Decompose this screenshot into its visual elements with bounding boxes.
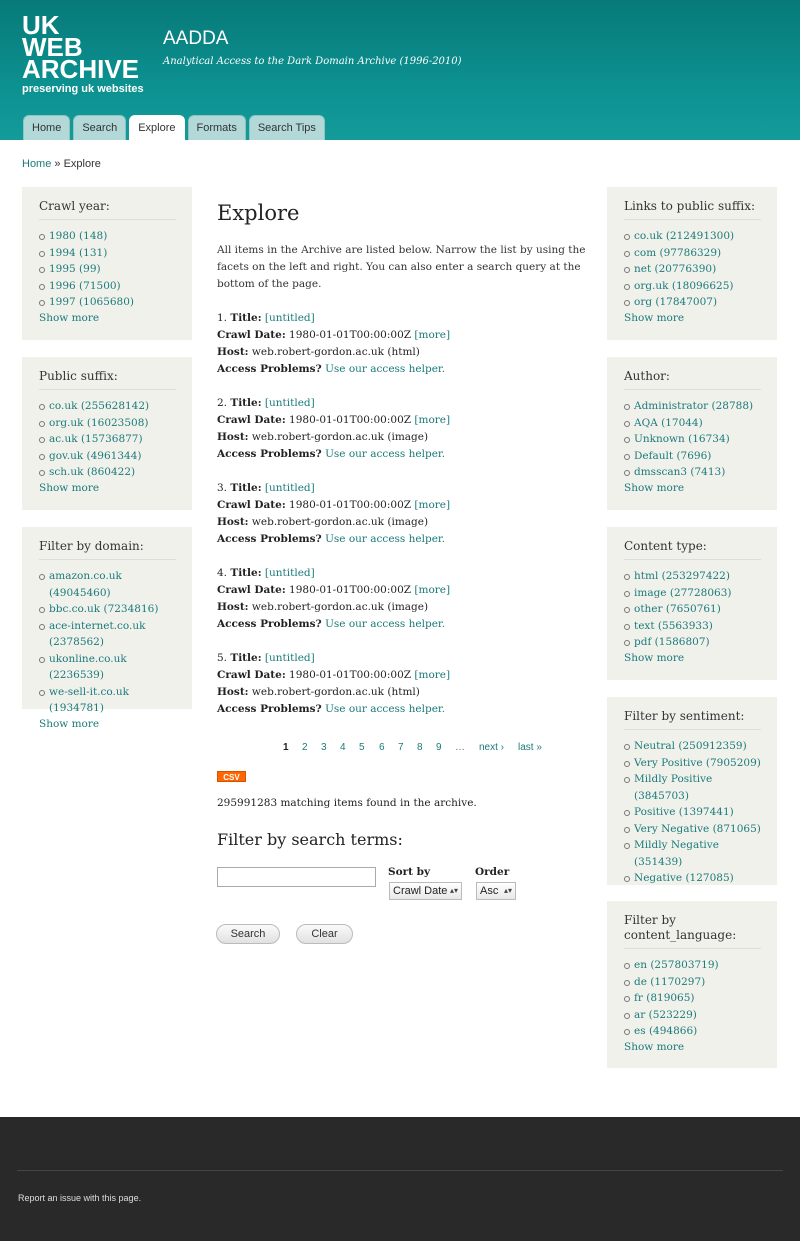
- title-label: Title:: [230, 652, 262, 664]
- access-problems-label: Access Problems?: [217, 363, 322, 375]
- access-helper-link[interactable]: Use our access helper.: [325, 363, 446, 375]
- host-value: web.robert-gordon.ac.uk (html): [251, 686, 420, 698]
- facet-link[interactable]: co.uk (212491300): [634, 230, 735, 242]
- facet-item: [624, 415, 761, 432]
- facet-item: [624, 585, 761, 602]
- facet-title: Filter by content_language:: [624, 913, 761, 949]
- facet-title: Author:: [624, 369, 761, 390]
- facet-link[interactable]: en (257803719): [634, 959, 719, 971]
- host-label: Host:: [217, 516, 249, 528]
- facet-item: [39, 415, 176, 432]
- result-date-line: [217, 412, 592, 429]
- result-date-line: [217, 667, 592, 684]
- site-header: [0, 0, 800, 140]
- pager-last[interactable]: last »: [518, 742, 542, 753]
- facet-item: [39, 684, 176, 717]
- logo-line-2: WEB: [22, 32, 83, 62]
- facet-item: [624, 464, 761, 481]
- title-label: Title:: [230, 482, 262, 494]
- footer-divider: [17, 1170, 783, 1171]
- facet-item: [624, 448, 761, 465]
- facet-link[interactable]: Neutral (250912359): [634, 740, 747, 752]
- facet-item: [39, 601, 176, 618]
- access-problems-label: Access Problems?: [217, 618, 322, 630]
- facet-link[interactable]: 1980 (148): [49, 230, 108, 242]
- select-arrow-icon: ▴▾: [449, 886, 458, 895]
- show-more-link[interactable]: Show more: [39, 311, 100, 324]
- result-host-line: [217, 599, 592, 616]
- facet-item: [624, 974, 761, 991]
- facet-link[interactable]: html (253297422): [634, 570, 730, 582]
- host-label: Host:: [217, 686, 249, 698]
- access-helper-link[interactable]: Use our access helper.: [325, 703, 446, 715]
- report-issue-link[interactable]: Report an issue with this page.: [18, 1193, 142, 1203]
- crawl-date-label: Crawl Date:: [217, 329, 286, 341]
- site-name[interactable]: AADDA: [163, 28, 229, 49]
- facet-link[interactable]: 1997 (1065680): [49, 296, 135, 308]
- facet-link[interactable]: Positive (1397441): [634, 806, 734, 818]
- pager-page-6[interactable]: 6: [379, 742, 385, 753]
- primary-tabs: [23, 115, 328, 140]
- facet-link[interactable]: Negative (127085): [634, 872, 734, 884]
- facet-link[interactable]: es (494866): [634, 1025, 698, 1037]
- tab-formats[interactable]: Formats: [188, 115, 246, 140]
- facet-link[interactable]: sch.uk (860422): [49, 466, 136, 478]
- facet-item: [624, 990, 761, 1007]
- facet-link[interactable]: gov.uk (4961344): [49, 449, 142, 462]
- pager-ellipsis: …: [455, 742, 465, 753]
- crawl-date-value: 1980-01-01T00:00:00Z: [289, 584, 412, 596]
- clear-button[interactable]: Clear: [296, 924, 353, 944]
- sort-by-value: Crawl Date: [393, 885, 448, 897]
- facet-item: [624, 1007, 761, 1024]
- logo-line-3: ARCHIVE: [22, 54, 140, 84]
- result-host-line: [217, 429, 592, 446]
- facet-item: [624, 398, 761, 415]
- facet-title: Filter by sentiment:: [624, 709, 761, 730]
- facet-link[interactable]: Administrator (28788): [634, 400, 754, 412]
- facet-link[interactable]: Mildly Positive (3845703): [634, 773, 713, 802]
- facet-link[interactable]: ukonline.co.uk (2236539): [49, 652, 127, 681]
- crawl-date-value: 1980-01-01T00:00:00Z: [289, 499, 412, 511]
- result-number: 3.: [217, 482, 228, 494]
- facet-link[interactable]: de (1170297): [634, 975, 706, 988]
- facet-link[interactable]: fr (819065): [634, 992, 695, 1004]
- site-footer: [0, 1117, 800, 1241]
- facet-item: [624, 228, 761, 245]
- crawl-date-value: 1980-01-01T00:00:00Z: [289, 329, 412, 341]
- crawl-date-label: Crawl Date:: [217, 669, 286, 681]
- result-item: [217, 565, 592, 633]
- intro-text: All items in the Archive are listed below. Narrow the list by using the facets on the left and right. You can also enter a search query at the bottom of the page.: [217, 244, 586, 290]
- result-title-link[interactable]: [untitled]: [264, 312, 315, 324]
- search-input[interactable]: [217, 867, 376, 887]
- facet-item: [39, 618, 176, 651]
- facet-title: Public suffix:: [39, 369, 176, 390]
- access-helper-link[interactable]: Use our access helper.: [325, 533, 446, 545]
- facet-item: [624, 634, 761, 651]
- show-more-link[interactable]: Show more: [39, 481, 100, 494]
- left-facet-block: [22, 357, 192, 510]
- result-item: [217, 650, 592, 718]
- facet-link[interactable]: ar (523229): [634, 1008, 697, 1021]
- facet-item: [624, 618, 761, 635]
- left-facet-block: [22, 527, 192, 730]
- facet-link[interactable]: image (27728063): [634, 586, 732, 599]
- facet-item: [624, 771, 761, 804]
- access-helper-link[interactable]: Use our access helper.: [325, 448, 446, 460]
- result-host-line: [217, 344, 592, 361]
- site-slogan: Analytical Access to the Dark Domain Archive (1996-2010): [163, 56, 462, 67]
- result-number: 4.: [217, 567, 228, 579]
- page-title: Explore: [217, 201, 300, 225]
- select-arrow-icon: ▴▾: [503, 886, 512, 895]
- result-title-link[interactable]: [untitled]: [264, 567, 315, 579]
- show-more-link[interactable]: Show more: [624, 1040, 685, 1053]
- facet-title: Links to public suffix:: [624, 199, 761, 220]
- facet-item: [624, 821, 761, 838]
- facet-link[interactable]: org.uk (18096625): [634, 279, 734, 292]
- matching-count: 295991283 matching items found in the archive.: [217, 797, 477, 809]
- pager-page-2[interactable]: 2: [302, 742, 308, 753]
- result-access-line: [217, 446, 592, 463]
- result-title-link[interactable]: [untitled]: [264, 652, 315, 664]
- results-list: [217, 310, 592, 718]
- facet-item: [624, 1023, 761, 1040]
- tab-explore[interactable]: Explore: [129, 115, 184, 140]
- pager-next[interactable]: next ›: [479, 742, 505, 753]
- facet-item: [39, 568, 176, 601]
- title-label: Title:: [230, 567, 262, 579]
- pager-page-8[interactable]: 8: [417, 742, 423, 753]
- facet-list: [624, 957, 761, 1040]
- host-value: web.robert-gordon.ac.uk (image): [251, 431, 429, 443]
- facet-list: [39, 398, 176, 481]
- pager-current: 1: [283, 742, 289, 753]
- host-label: Host:: [217, 431, 249, 443]
- result-title-line: [217, 395, 592, 412]
- facet-link[interactable]: co.uk (255628142): [49, 400, 150, 412]
- order-label: Order: [475, 866, 510, 878]
- tab-search[interactable]: Search: [73, 115, 126, 140]
- show-more-link[interactable]: Show more: [624, 311, 685, 324]
- facet-link[interactable]: text (5563933): [634, 619, 713, 632]
- result-date-line: [217, 327, 592, 344]
- more-link[interactable]: [more]: [414, 499, 451, 511]
- result-item: [217, 310, 592, 378]
- more-link[interactable]: [more]: [414, 669, 451, 681]
- crawl-date-value: 1980-01-01T00:00:00Z: [289, 414, 412, 426]
- right-facet-block: [607, 357, 777, 510]
- crawl-date-value: 1980-01-01T00:00:00Z: [289, 669, 412, 681]
- facet-item: [624, 568, 761, 585]
- facet-link[interactable]: we-sell-it.co.uk (1934781): [49, 685, 130, 714]
- uk-web-archive-logo[interactable]: [22, 10, 144, 96]
- show-more-link[interactable]: Show more: [624, 481, 685, 494]
- more-link[interactable]: [more]: [414, 414, 451, 426]
- facet-item: [624, 431, 761, 448]
- main-content: [217, 200, 592, 718]
- sort-by-label: Sort by: [388, 866, 431, 878]
- host-value: web.robert-gordon.ac.uk (html): [251, 346, 420, 358]
- facet-link[interactable]: net (20776390): [634, 263, 717, 275]
- result-title-line: [217, 310, 592, 327]
- facet-link[interactable]: pdf (1586807): [634, 636, 710, 648]
- show-more-link[interactable]: Show more: [39, 717, 100, 730]
- access-helper-link[interactable]: Use our access helper.: [325, 618, 446, 630]
- pager-page-7[interactable]: 7: [398, 742, 404, 753]
- result-title-link[interactable]: [untitled]: [264, 482, 315, 494]
- facet-list: [39, 228, 176, 311]
- result-host-line: [217, 684, 592, 701]
- right-facet-block: [607, 901, 777, 1068]
- right-facet-block: [607, 697, 777, 885]
- pager-page-3[interactable]: 3: [321, 742, 327, 753]
- show-more-link[interactable]: Show more: [624, 651, 685, 664]
- facet-link[interactable]: org (17847007): [634, 296, 718, 308]
- facet-item: [39, 228, 176, 245]
- facet-item: [39, 294, 176, 311]
- result-item: [217, 395, 592, 463]
- facet-list: [624, 738, 761, 887]
- order-select[interactable]: [476, 882, 516, 900]
- facet-item: [39, 651, 176, 684]
- search-button[interactable]: Search: [216, 924, 280, 944]
- result-host-line: [217, 514, 592, 531]
- host-value: web.robert-gordon.ac.uk (image): [251, 601, 429, 613]
- csv-export-button[interactable]: CSV: [217, 771, 246, 782]
- filter-search-title: Filter by search terms:: [217, 830, 403, 849]
- crawl-date-label: Crawl Date:: [217, 584, 286, 596]
- facet-title: Filter by domain:: [39, 539, 176, 560]
- result-title-line: [217, 565, 592, 582]
- facet-item: [624, 804, 761, 821]
- crawl-date-label: Crawl Date:: [217, 414, 286, 426]
- facet-item: [39, 448, 176, 465]
- facet-link[interactable]: org.uk (16023508): [49, 416, 149, 429]
- host-value: web.robert-gordon.ac.uk (image): [251, 516, 429, 528]
- facet-item: [624, 837, 761, 870]
- result-title-line: [217, 480, 592, 497]
- result-number: 2.: [217, 397, 228, 409]
- facet-link[interactable]: AQA (17044): [634, 416, 703, 429]
- facet-item: [39, 245, 176, 262]
- facet-item: [39, 464, 176, 481]
- result-item: [217, 480, 592, 548]
- pager-page-4[interactable]: 4: [340, 742, 346, 753]
- result-access-line: [217, 701, 592, 718]
- result-access-line: [217, 616, 592, 633]
- facet-link[interactable]: 1995 (99): [49, 263, 101, 275]
- order-value: Asc: [480, 885, 499, 897]
- result-number: 1.: [217, 312, 228, 324]
- facet-title: Crawl year:: [39, 199, 176, 220]
- result-access-line: [217, 531, 592, 548]
- facet-list: [39, 568, 176, 717]
- facet-link[interactable]: 1994 (131): [49, 246, 108, 259]
- facet-item: [624, 294, 761, 311]
- facet-link[interactable]: other (7650761): [634, 603, 721, 615]
- breadcrumb-current: Explore: [63, 158, 101, 170]
- facet-item: [624, 957, 761, 974]
- breadcrumb-home-link[interactable]: Home: [22, 158, 52, 170]
- more-link[interactable]: [more]: [414, 329, 451, 341]
- facet-item: [624, 278, 761, 295]
- facet-link[interactable]: Default (7696): [634, 449, 712, 462]
- facet-link[interactable]: bbc.co.uk (7234816): [49, 603, 159, 615]
- breadcrumb-separator: »: [51, 158, 64, 170]
- result-access-line: [217, 361, 592, 378]
- logo-tagline: preserving uk websites: [22, 83, 144, 95]
- right-facet-block: [607, 187, 777, 340]
- host-label: Host:: [217, 601, 249, 613]
- facet-list: [624, 228, 761, 311]
- facet-link[interactable]: Mildly Negative (351439): [634, 839, 719, 868]
- facet-item: [624, 755, 761, 772]
- title-label: Title:: [230, 312, 262, 324]
- pager-page-5[interactable]: 5: [359, 742, 365, 753]
- result-date-line: [217, 497, 592, 514]
- breadcrumb: [22, 158, 101, 170]
- access-problems-label: Access Problems?: [217, 448, 322, 460]
- facet-item: [624, 245, 761, 262]
- crawl-date-label: Crawl Date:: [217, 499, 286, 511]
- pager-page-9[interactable]: 9: [436, 742, 442, 753]
- facet-link[interactable]: ac.uk (15736877): [49, 433, 143, 445]
- result-title-line: [217, 650, 592, 667]
- facet-link[interactable]: amazon.co.uk (49045460): [49, 570, 122, 599]
- facet-item: [39, 278, 176, 295]
- facet-link[interactable]: Unknown (16734): [634, 433, 730, 445]
- result-title-link[interactable]: [untitled]: [264, 397, 315, 409]
- access-problems-label: Access Problems?: [217, 703, 322, 715]
- tab-home[interactable]: Home: [23, 115, 70, 140]
- access-problems-label: Access Problems?: [217, 533, 322, 545]
- tab-search-tips[interactable]: Search Tips: [249, 115, 325, 140]
- sort-by-select[interactable]: [389, 882, 462, 900]
- facet-item: [39, 431, 176, 448]
- title-label: Title:: [230, 397, 262, 409]
- host-label: Host:: [217, 346, 249, 358]
- facet-link[interactable]: dmsscan3 (7413): [634, 466, 726, 478]
- facet-item: [624, 738, 761, 755]
- facet-link[interactable]: 1996 (71500): [49, 279, 121, 292]
- facet-link[interactable]: Very Negative (871065): [634, 822, 761, 835]
- facet-item: [624, 601, 761, 618]
- left-facet-block: [22, 187, 192, 340]
- facet-link[interactable]: com (97786329): [634, 246, 722, 259]
- right-facet-block: [607, 527, 777, 680]
- facet-item: [39, 261, 176, 278]
- facet-link[interactable]: ace-internet.co.uk (2378562): [49, 619, 146, 648]
- facet-item: [624, 261, 761, 278]
- facet-list: [624, 568, 761, 651]
- more-link[interactable]: [more]: [414, 584, 451, 596]
- result-number: 5.: [217, 652, 228, 664]
- facet-item: [624, 870, 761, 887]
- facet-item: [39, 398, 176, 415]
- result-date-line: [217, 582, 592, 599]
- facet-link[interactable]: Very Positive (7905209): [634, 756, 761, 769]
- facet-title: Content type:: [624, 539, 761, 560]
- logo-line-1: UK: [22, 10, 60, 40]
- facet-list: [624, 398, 761, 481]
